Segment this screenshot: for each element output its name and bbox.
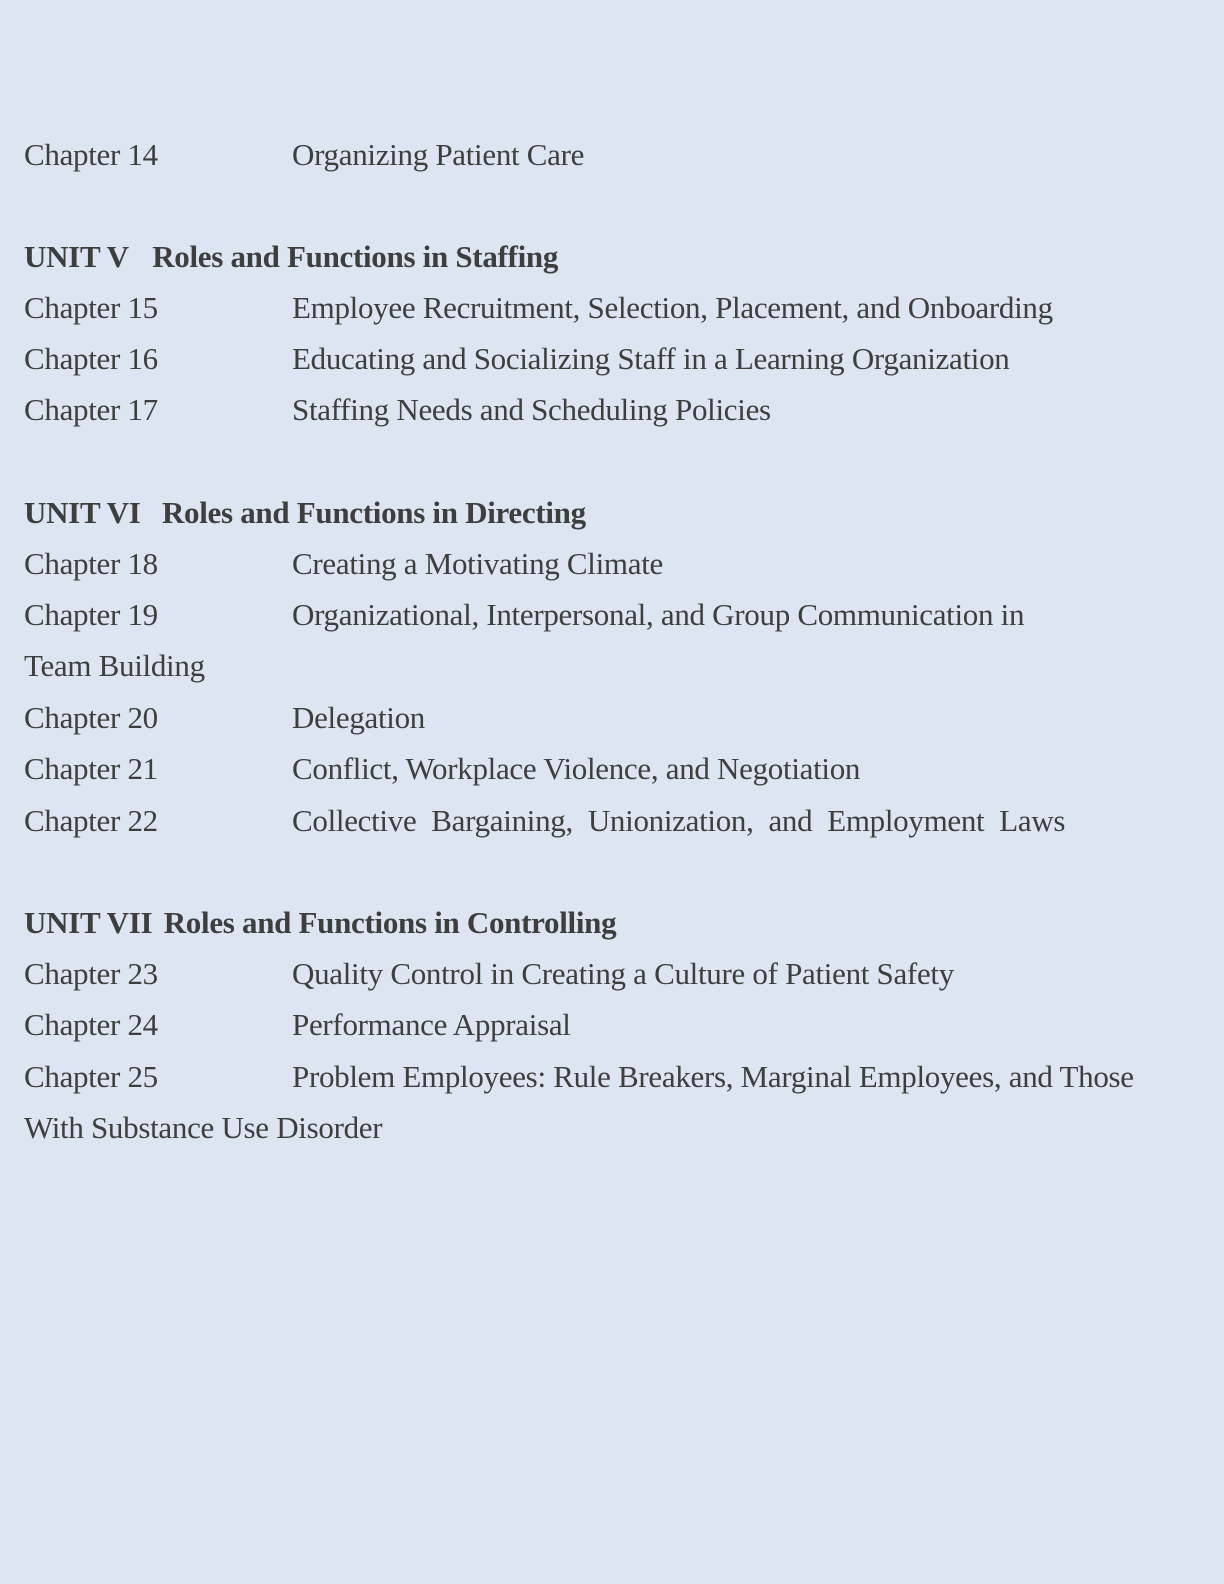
chapter-number: Chapter 21	[24, 751, 158, 786]
chapter-title: Organizational, Interpersonal, and Group Communication in	[292, 597, 1025, 632]
chapter-title: Creating a Motivating Climate	[292, 546, 663, 581]
unit-heading-vi	[24, 494, 1204, 532]
chapter-title: Collective Bargaining, Unionization, and Employment Laws	[292, 803, 1066, 838]
chapter-number: Chapter 17	[24, 392, 158, 427]
chapter-title: Organizing Patient Care	[292, 137, 585, 172]
chapter-title: Performance Appraisal	[292, 1007, 571, 1042]
unit-title: Roles and Functions in Staffing	[152, 239, 559, 274]
chapter-number: Chapter 14	[24, 137, 158, 172]
chapter-title: Delegation	[292, 700, 426, 735]
unit-heading-vii	[24, 904, 1204, 942]
chapter-number: Chapter 15	[24, 290, 158, 325]
unit-title: Roles and Functions in Controlling	[163, 905, 617, 940]
chapter-number: Chapter 20	[24, 700, 158, 735]
unit-heading-v	[24, 238, 1204, 276]
chapter-title: Problem Employees: Rule Breakers, Marginal Employees, and Those	[292, 1059, 1134, 1094]
chapter-title: Conflict, Workplace Violence, and Negotiation	[292, 751, 861, 786]
unit-number: UNIT VI	[24, 495, 141, 530]
chapter-title-continuation: Team Building	[24, 648, 205, 683]
chapter-number: Chapter 23	[24, 956, 158, 991]
chapter-title-continuation: With Substance Use Disorder	[24, 1110, 383, 1145]
unit-title: Roles and Functions in Directing	[161, 495, 586, 530]
unit-number: UNIT VII	[24, 905, 153, 940]
chapter-number: Chapter 19	[24, 597, 158, 632]
chapter-title: Educating and Socializing Staff in a Learning Organization	[292, 341, 1010, 376]
chapter-title: Employee Recruitment, Selection, Placement, and Onboarding	[292, 290, 1053, 325]
chapter-number: Chapter 24	[24, 1007, 158, 1042]
chapter-title: Quality Control in Creating a Culture of Patient Safety	[292, 956, 954, 991]
unit-number: UNIT V	[24, 239, 129, 274]
chapter-title: Staffing Needs and Scheduling Policies	[292, 392, 771, 427]
chapter-number: Chapter 18	[24, 546, 158, 581]
chapter-number: Chapter 16	[24, 341, 158, 376]
chapter-number: Chapter 25	[24, 1059, 158, 1094]
chapter-number: Chapter 22	[24, 803, 158, 838]
